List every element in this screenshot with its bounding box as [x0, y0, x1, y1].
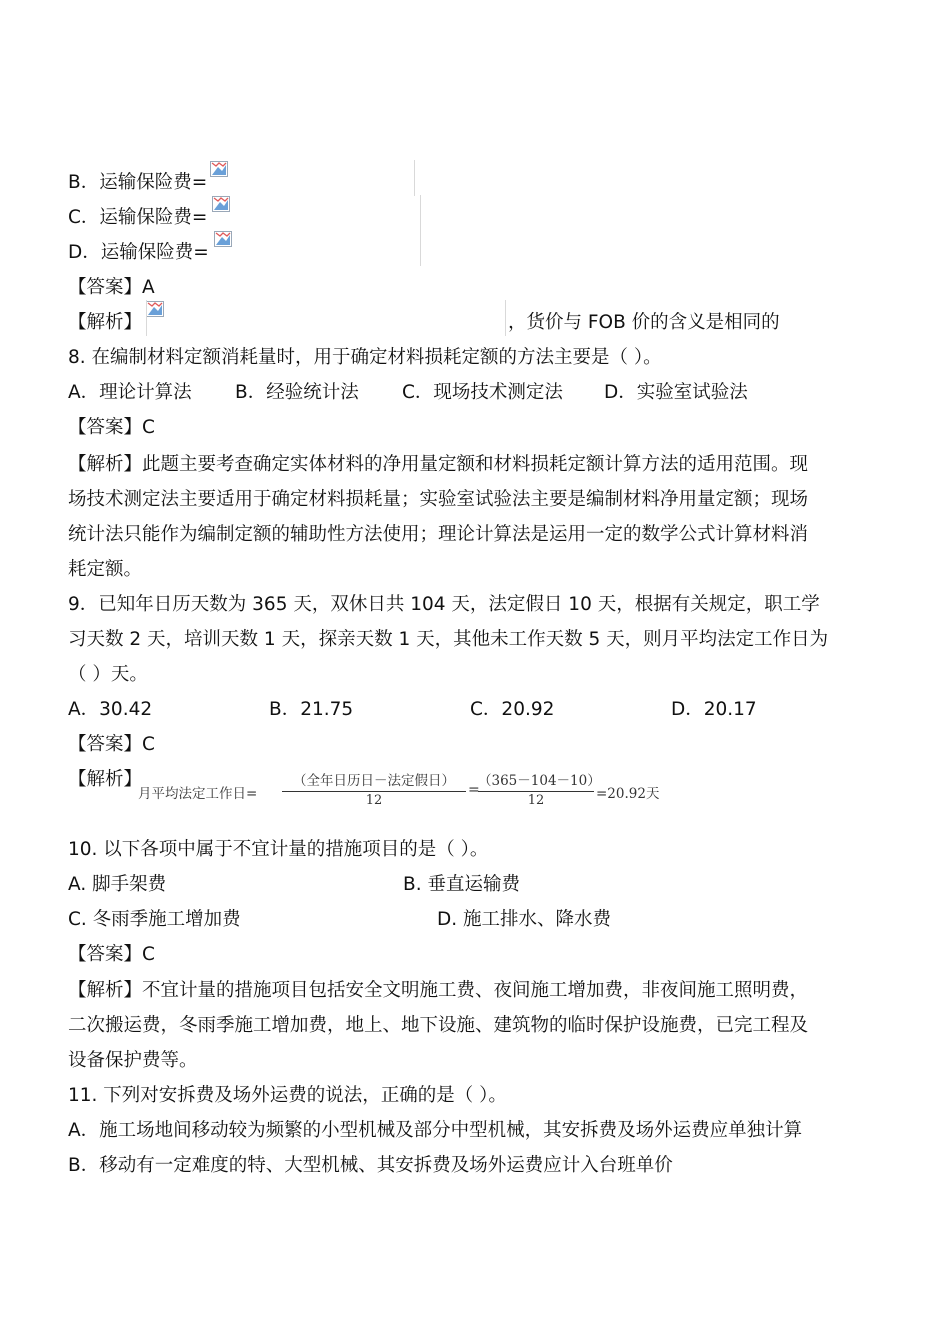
q10-analysis-line: 二次搬运费，冬雨季施工增加费，地上、地下设施、建筑物的临时保护设施费，已完工程及 [68, 1015, 809, 1036]
formula-denominator: 12 [365, 793, 383, 808]
q10-analysis-line: 设备保护费等。 [68, 1050, 198, 1071]
formula-numerator: （全年日历日－法定假日） [293, 773, 455, 789]
q10-analysis-line: 【解析】不宜计量的措施项目包括安全文明施工费、夜间施工增加费，非夜间施工照明费， [68, 980, 809, 1001]
q9-analysis-label: 【解析】 [68, 769, 143, 790]
q10-option-b: B. 垂直运输费 [403, 874, 520, 895]
q8-analysis-line: 【解析】此题主要考查确定实体材料的净用量定额和材料损耗定额计算方法的适用范围。现 [68, 454, 809, 475]
q8-option-d: D．实验室试验法 [604, 382, 748, 403]
q8-option-c: C．现场技术测定法 [402, 382, 563, 403]
q8-stem: 8. 在编制材料定额消耗量时，用于确定材料损耗定额的方法主要是（ ）。 [68, 347, 662, 368]
q9-stem-line: 9．已知年日历天数为 365 天，双休日共 104 天，法定假日 10 天，根据有关规定，职工学 [68, 594, 820, 615]
formula-image-frame [212, 195, 421, 231]
q10-answer: 【答案】C [68, 944, 155, 965]
q11-option-a: A．施工场地间移动较为频繁的小型机械及部分中型机械，其安拆费及场外运费应单独计算 [68, 1120, 803, 1141]
q7-option-c: C．运输保险费= [68, 207, 208, 228]
q7-option-d: D．运输保险费= [68, 242, 209, 263]
q10-option-a: A. 脚手架费 [68, 874, 167, 895]
formula-result: =20.92天 [596, 786, 660, 802]
q7-option-b: B．运输保险费= [68, 172, 208, 193]
formula-fraction-2 [478, 772, 601, 809]
q9-answer: 【答案】C [68, 734, 155, 755]
formula-fraction-1 [282, 772, 466, 809]
q7-answer: 【答案】A [68, 277, 155, 298]
formula-denominator: 12 [527, 793, 545, 808]
q7-analysis-label: 【解析】 [68, 312, 143, 333]
q8-option-b: B．经验统计法 [235, 382, 359, 403]
q10-option-d: D. 施工排水、降水费 [437, 909, 612, 930]
formula-image-frame [210, 160, 415, 196]
q11-stem: 11. 下列对安拆费及场外运费的说法，正确的是（ ）。 [68, 1085, 507, 1106]
q9-stem-line: （ ）天。 [68, 664, 148, 685]
q9-option-b: B．21.75 [269, 699, 354, 720]
q9-option-d: D．20.17 [671, 699, 757, 720]
q9-option-c: C．20.92 [470, 699, 555, 720]
q8-analysis-line: 场技术测定法主要适用于确定材料损耗量；实验室试验法主要是编制材料净用量定额；现场 [68, 489, 809, 510]
formula-numerator: （365－104－10） [478, 773, 601, 789]
q9-stem-line: 习天数 2 天，培训天数 1 天，探亲天数 1 天，其他未工作天数 5 天，则月平均法定工作日为 [68, 629, 829, 650]
q11-option-b: B．移动有一定难度的特、大型机械、其安拆费及场外运费应计入台班单价 [68, 1155, 673, 1176]
q9-option-a: A．30.42 [68, 699, 153, 720]
formula-image-frame [146, 300, 506, 336]
q8-answer: 【答案】C [68, 417, 155, 438]
formula-equals: = [468, 782, 480, 798]
q8-analysis-line: 耗定额。 [68, 559, 143, 580]
q8-analysis-line: 统计法只能作为编制定额的辅助性方法使用；理论计算法是运用一定的数学公式计算材料消 [68, 524, 809, 545]
q10-stem: 10. 以下各项中属于不宜计量的措施项目的是（ ）。 [68, 839, 489, 860]
q7-analysis-tail: ，货价与 FOB 价的含义是相同的 [508, 312, 780, 333]
q10-option-c: C. 冬雨季施工增加费 [68, 909, 241, 930]
q8-option-a: A．理论计算法 [68, 382, 192, 403]
formula-lhs: 月平均法定工作日= [138, 786, 258, 802]
formula-image-frame [214, 230, 421, 266]
